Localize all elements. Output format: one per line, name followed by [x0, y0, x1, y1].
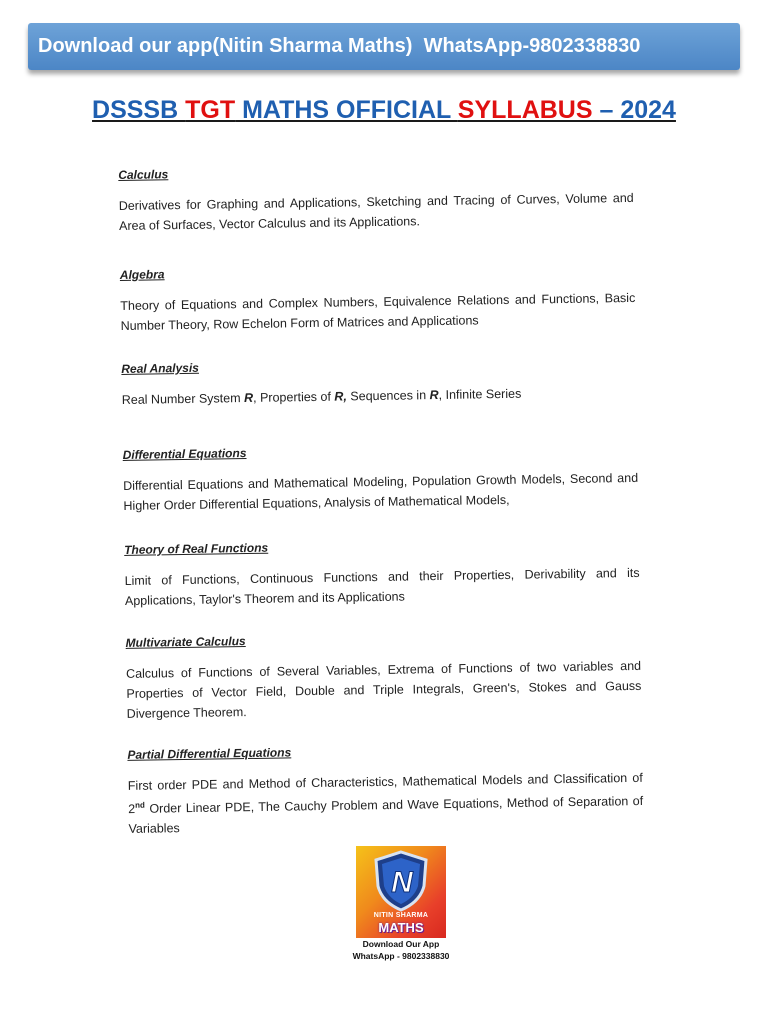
title-part-year: – 2024 [599, 96, 676, 124]
section-body: Differential Equations and Mathematical Modeling, Population Growth Models, Second and Higher Order Differential Equations, Analysis of Mathematical Models, [123, 470, 639, 513]
body-text: Sequences in [346, 388, 430, 404]
section-multivariate-calculus [126, 628, 642, 724]
section-body [128, 768, 644, 839]
nitin-sharma-maths-logo[interactable] [356, 846, 446, 938]
logo-name: NITIN SHARMA [373, 912, 429, 919]
section-real-analysis [121, 354, 637, 410]
section-heading: Calculus [118, 167, 169, 182]
section-body [122, 382, 637, 410]
title-part-maths-official: MATHS OFFICIAL [235, 96, 458, 124]
ordinal-superscript: nd [135, 800, 145, 810]
body-text: Order Linear PDE, The Cauchy Problem and Wave Equations, Method of Separation of Variables [128, 793, 644, 837]
section-body: Theory of Equations and Complex Numbers, Equivalence Relations and Functions, Basic Number Theory, Row Echelon Form of Matrices and Applications [120, 290, 636, 333]
section-algebra [120, 260, 636, 336]
symbol-r: R, [334, 389, 347, 404]
download-app-caption: Download Our App [362, 939, 440, 949]
whatsapp-caption: WhatsApp - 9802338830 [352, 951, 450, 961]
shield-icon [356, 846, 446, 916]
section-heading: Algebra [119, 267, 165, 282]
body-text: , Infinite Series [438, 386, 522, 402]
section-heading: Theory of Real Functions [124, 540, 269, 557]
section-partial-differential-equations [127, 740, 643, 839]
section-heading: Partial Differential Equations [127, 745, 292, 762]
title-part-tgt: TGT [185, 96, 236, 124]
section-body: Calculus of Functions of Several Variables, Extrema of Functions of two variables and Properties of Vector Field, Double and Triple Integrals, Green's, Stokes and Gauss Divergence Theorem. [125, 658, 642, 721]
symbol-r: R [243, 390, 254, 406]
section-heading: Real Analysis [121, 360, 200, 376]
scanned-syllabus [118, 150, 644, 837]
section-heading: Multivariate Calculus [125, 634, 246, 650]
section-theory-of-real-functions [124, 535, 640, 611]
body-text: First order PDE and Method of Characteristics, Mathematical Models and Classification of 2 [127, 770, 643, 817]
section-calculus [118, 160, 634, 236]
section-differential-equations [123, 440, 639, 516]
body-text: , Properties of [252, 389, 335, 405]
section-body: Limit of Functions, Continuous Functions and their Properties, Derivability and its Applications, Taylor's Theorem and its Applications [124, 565, 640, 608]
logo-letter: N [391, 866, 413, 899]
section-heading: Differential Equations [122, 446, 247, 462]
app-download-banner[interactable]: Download our app(Nitin Sharma Maths) WhatsApp-9802338830 [28, 23, 740, 70]
title-part-syllabus: SYLLABUS [457, 96, 600, 124]
logo-maths: MATHS [378, 920, 424, 935]
title-part-dsssb: DSSSB [92, 96, 186, 124]
page-title [0, 96, 768, 125]
body-text: Real Number System [121, 391, 245, 407]
section-body: Derivatives for Graphing and Applications, Sketching and Tracing of Curves, Volume and Area of Surfaces, Vector Calculus and its Applications. [118, 190, 634, 233]
symbol-r: R [429, 387, 439, 403]
